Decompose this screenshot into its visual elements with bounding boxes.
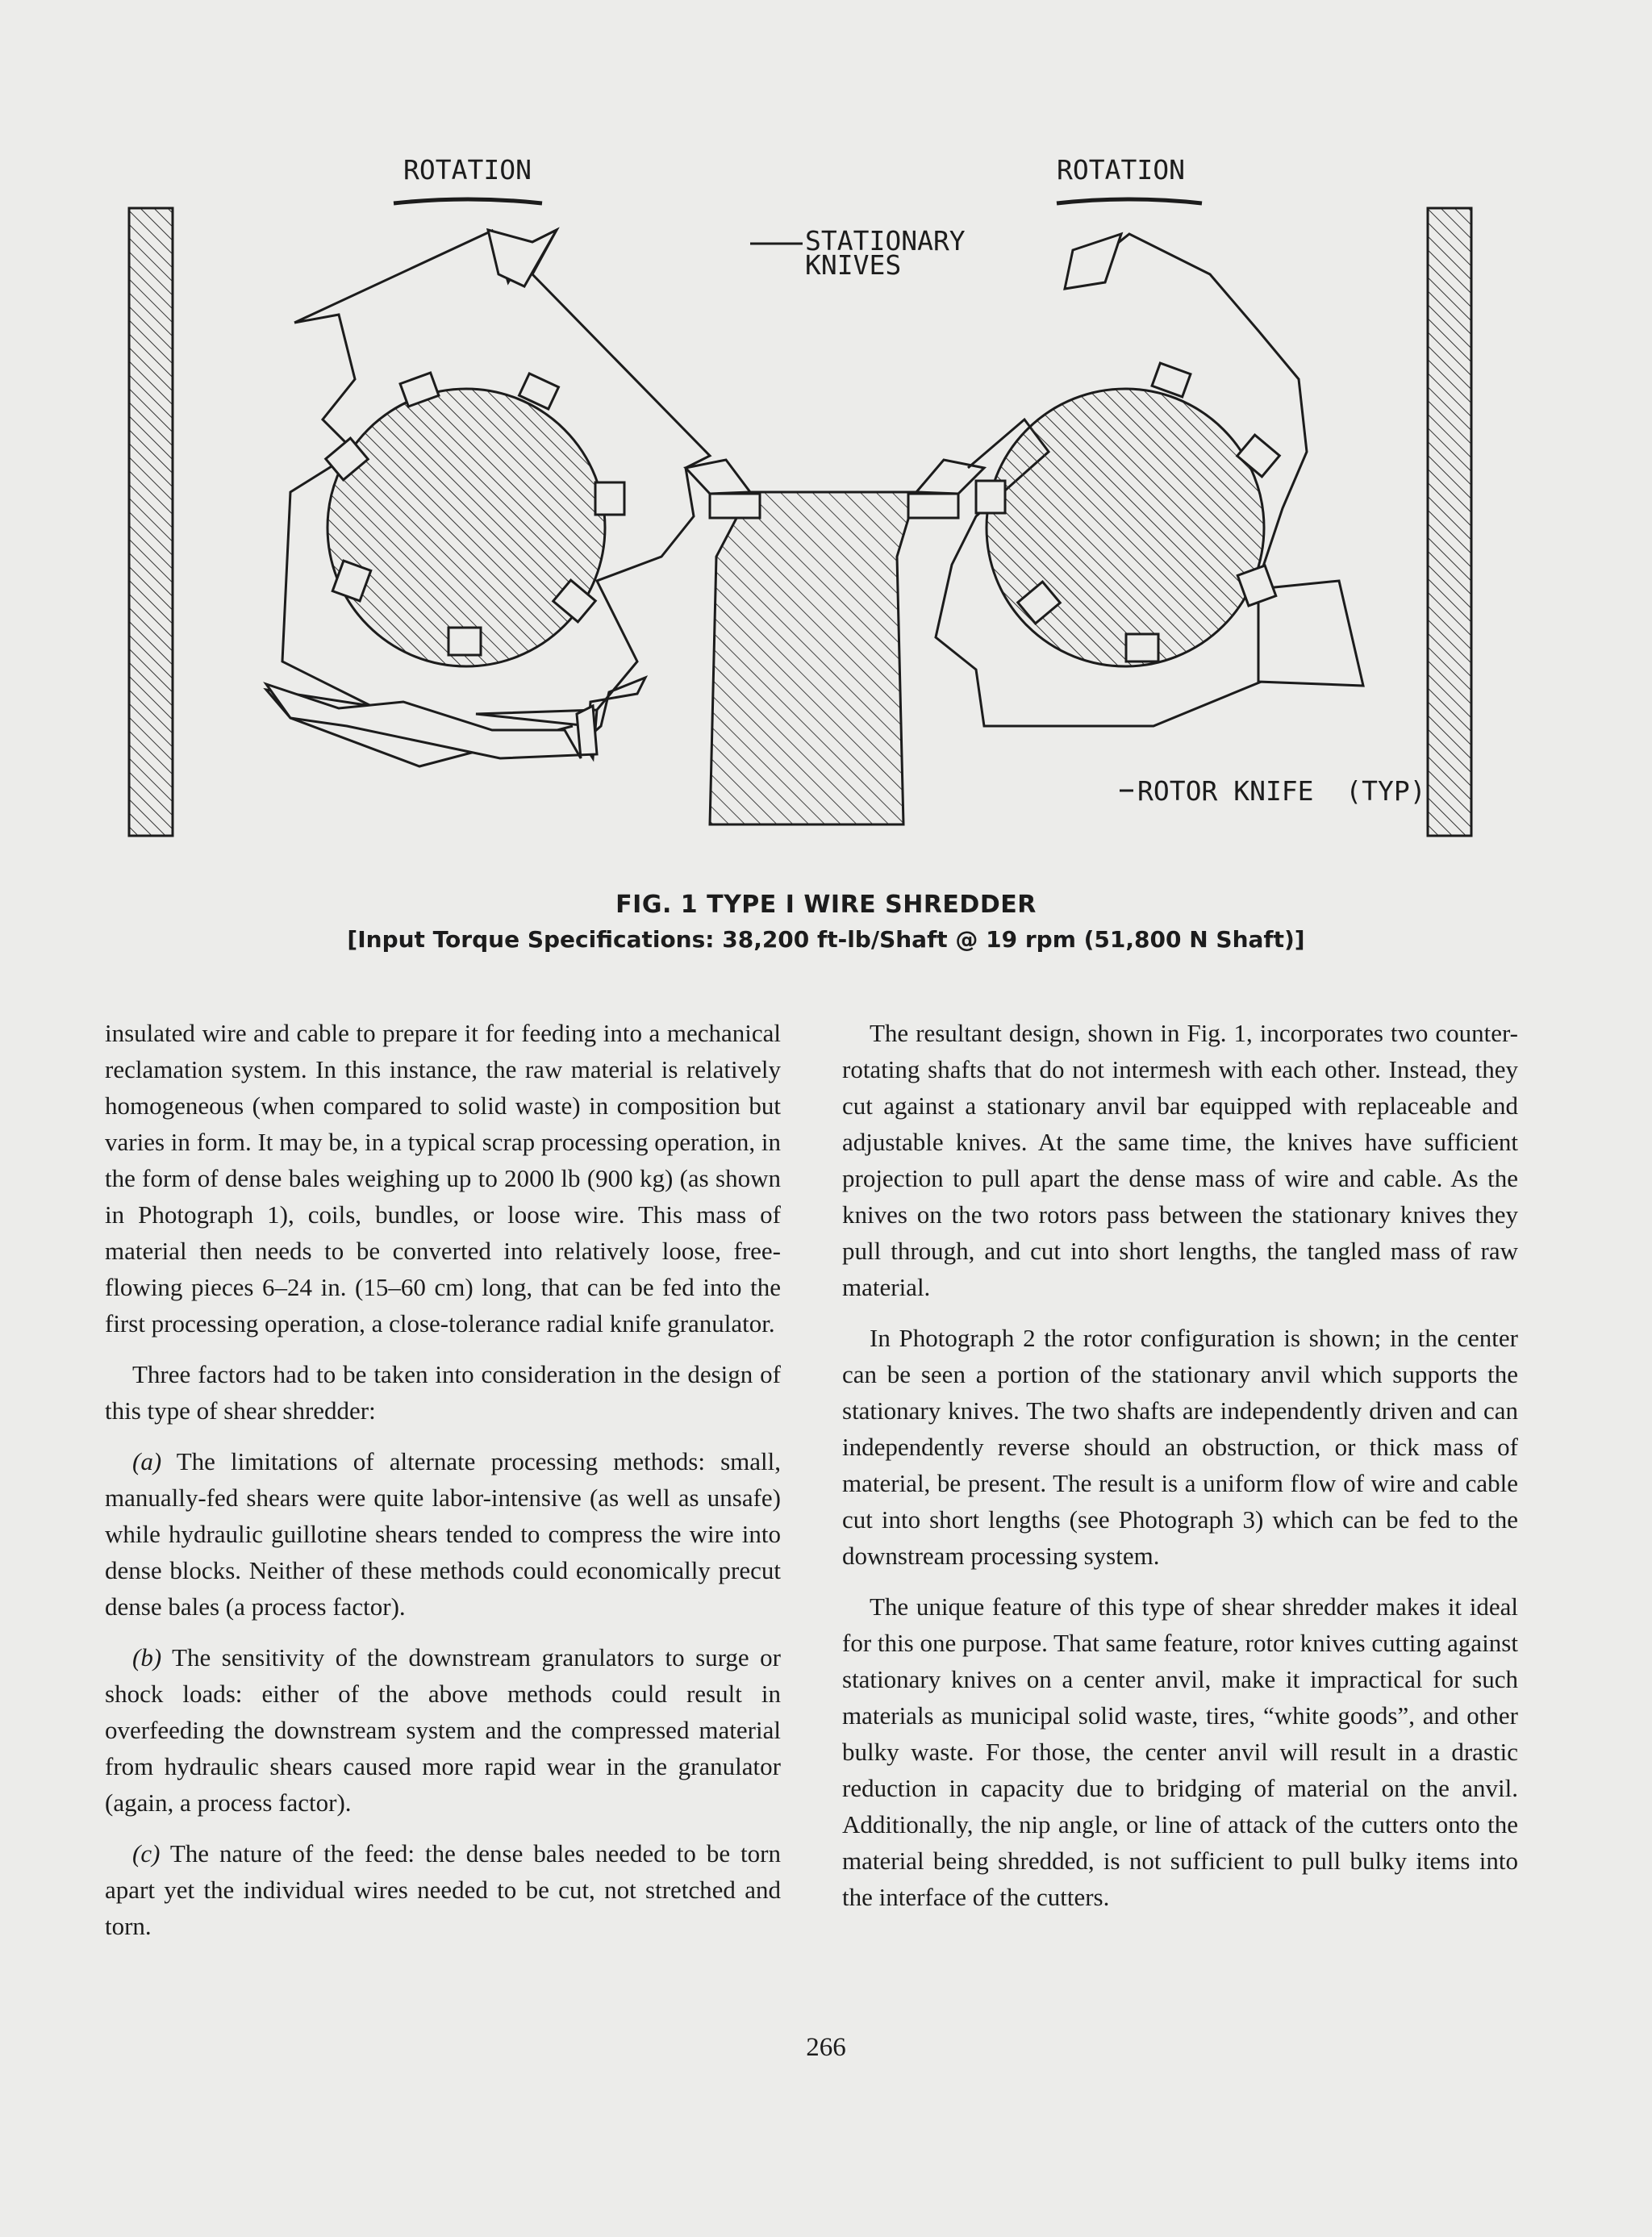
paragraph: In Photograph 2 the rotor configuration is shown; in the center can be seen a portion of the stationary anvil which supports the stationary knives. The two shafts are independently driven and can independently reverse should an obstruction, or thick mass of material, be present. The result is a uniform flow of wire and cable cut into short lengths (see Photograph 3) which can be fed to the downstream processing system. xyxy=(842,1324,1518,1570)
item-text: The limitations of alternate processing methods: small, manually-fed shears were quite labor-intensive (as well as unsafe) while hydraulic guillotine shears tended to compress the wire into dense blocks. Neither of these methods could economically precut dense bales (a process factor). xyxy=(105,1447,781,1621)
right-rotor xyxy=(987,389,1264,666)
figure-caption-subtitle: [Input Torque Specifications: 38,200 ft-lb/Shaft @ 19 rpm (51,800 N Shaft)] xyxy=(347,926,1305,953)
rotation-label-left: ROTATION xyxy=(403,154,532,186)
figure-caption-title: FIG. 1 TYPE I WIRE SHREDDER xyxy=(615,891,1037,919)
stationary-knife-left xyxy=(710,494,760,518)
paragraph xyxy=(105,1835,781,1944)
paragraph: The resultant design, shown in Fig. 1, incorporates two counter-rotating shafts that do not intermesh with each other. Instead, they cut against a stationary anvil bar equipped with replaceable and adjustable knives. At the same time, the knives have sufficient projection to pull apart the dense mass of wire and cable. As the knives on the two rotors pass between the stationary knives they pull through, and cut into short lengths, the tangled mass of raw material. xyxy=(842,1019,1518,1301)
item-label: (a) xyxy=(132,1447,162,1475)
left-wall xyxy=(129,208,173,836)
wire-shredder-diagram xyxy=(0,0,1652,879)
item-text: The sensitivity of the downstream granulators to surge or shock loads: either of the above methods could result in overfeeding the downstream system and the compressed material from hydraulic shears caused more rapid wear in the granulator (again, a process factor). xyxy=(105,1643,781,1817)
rotor-knife-label: ROTOR KNIFE (TYP) xyxy=(1137,775,1426,807)
rotation-arc-left xyxy=(394,199,542,203)
item-label: (b) xyxy=(132,1643,162,1671)
stationary-knives-label-2: KNIVES xyxy=(805,249,902,281)
right-wall xyxy=(1428,208,1471,836)
stationary-knives-label-1: STATIONARY xyxy=(805,225,966,257)
stationary-knife-right xyxy=(908,494,958,518)
paragraph: Three factors had to be taken into consideration in the design of this type of shear shredder: xyxy=(105,1360,781,1425)
page-number: 266 xyxy=(806,2033,846,2062)
left-column xyxy=(105,1015,781,1959)
rotation-label-right: ROTATION xyxy=(1057,154,1185,186)
right-column xyxy=(842,1015,1518,1930)
paragraph: insulated wire and cable to prepare it for feeding into a mechanical reclamation system. In this instance, the raw material is relatively homogeneous (when compared to solid waste) in composition but varies in form. It may be, in a typical scrap processing operation, in the form of dense bales weighing up to 2000 lb (900 kg) (as shown in Photograph 1), coils, bundles, or loose wire. This mass of material then needs to be converted into relatively loose, free-flowing pieces 6–24 in. (15–60 cm) long, that can be fed into the first processing operation, a close-tolerance radial knife granulator. xyxy=(105,1019,781,1338)
paragraph xyxy=(105,1443,781,1625)
left-rotor xyxy=(327,389,605,666)
paragraph xyxy=(105,1639,781,1821)
center-anvil xyxy=(710,492,916,824)
item-label: (c) xyxy=(132,1839,161,1868)
rotation-arc-right xyxy=(1057,199,1202,203)
item-text: The nature of the feed: the dense bales needed to be torn apart yet the individual wires needed to be cut, not stretched and torn. xyxy=(105,1839,781,1940)
paragraph: The unique feature of this type of shear shredder makes it ideal for this one purpose. That same feature, rotor knives cutting against stationary knives on a center anvil, make it impractical for such materials as municipal solid waste, tires, “white goods”, and other bulky waste. For those, the center anvil will result in a drastic reduction in capacity due to bridging of material on the anvil. Additionally, the nip angle, or line of attack of the cutters onto the material being shredded, is not sufficient to pull bulky items into the interface of the cutters. xyxy=(842,1592,1518,1911)
